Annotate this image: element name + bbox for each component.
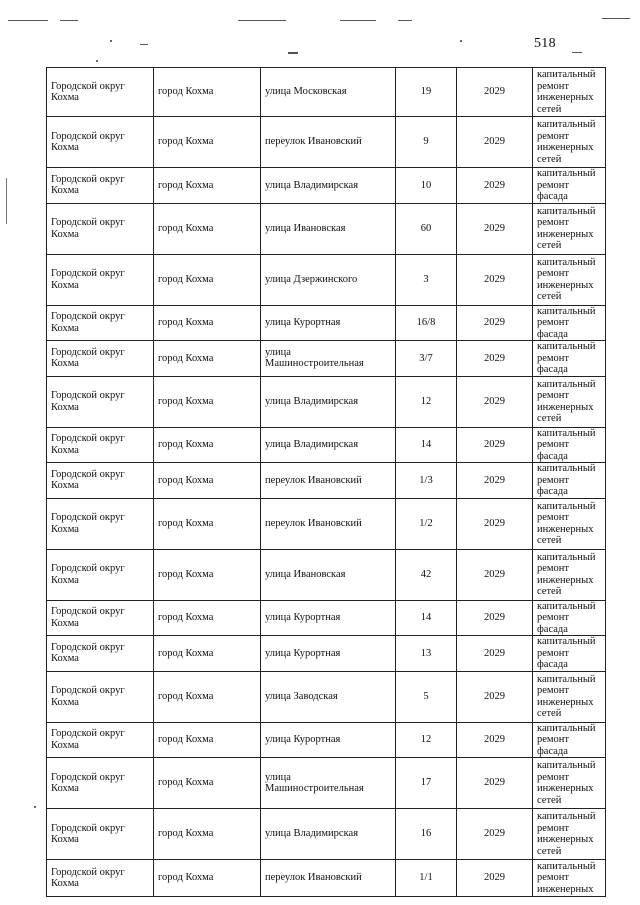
scan-mark — [8, 20, 48, 21]
city-cell: город Кохма — [154, 671, 261, 722]
year-cell: 2029 — [457, 341, 533, 377]
work-type-cell: капитальный ремонт инженерных — [533, 860, 606, 897]
table-row — [47, 671, 606, 722]
work-type-cell: капитальный ремонт инженерных сетей — [533, 758, 606, 809]
street-cell: улица Машиностроительная — [261, 758, 396, 809]
municipality-cell: Городской округ Кохма — [47, 758, 154, 809]
year-cell: 2029 — [457, 671, 533, 722]
city-cell: город Кохма — [154, 203, 261, 254]
municipality-cell: Городской округ Кохма — [47, 341, 154, 377]
work-type-cell: капитальный ремонт инженерных сетей — [533, 549, 606, 600]
year-cell: 2029 — [457, 498, 533, 549]
municipality-cell: Городской округ Кохма — [47, 549, 154, 600]
work-type-cell: капитальный ремонт фасада — [533, 427, 606, 463]
municipality-cell: Городской округ Кохма — [47, 636, 154, 672]
house-number-cell: 42 — [396, 549, 457, 600]
municipality-cell: Городской округ Кохма — [47, 427, 154, 463]
scan-dot — [34, 806, 36, 808]
street-cell: улица Владимирская — [261, 809, 396, 860]
year-cell: 2029 — [457, 758, 533, 809]
house-number-cell: 1/2 — [396, 498, 457, 549]
table-row — [47, 860, 606, 897]
work-type-cell: капитальный ремонт инженерных сетей — [533, 254, 606, 305]
city-cell: город Кохма — [154, 722, 261, 758]
year-cell: 2029 — [457, 203, 533, 254]
table-row — [47, 341, 606, 377]
work-type-cell: капитальный ремонт фасада — [533, 305, 606, 341]
city-cell: город Кохма — [154, 427, 261, 463]
year-cell: 2029 — [457, 427, 533, 463]
work-type-cell: капитальный ремонт инженерных сетей — [533, 68, 606, 117]
year-cell: 2029 — [457, 117, 533, 168]
house-number-cell: 16 — [396, 809, 457, 860]
scan-mark — [288, 52, 298, 54]
year-cell: 2029 — [457, 68, 533, 117]
scan-margin-line — [6, 178, 7, 224]
table-body — [47, 68, 606, 897]
municipality-cell: Городской округ Кохма — [47, 600, 154, 636]
table-row — [47, 68, 606, 117]
year-cell: 2029 — [457, 636, 533, 672]
city-cell: город Кохма — [154, 636, 261, 672]
city-cell: город Кохма — [154, 305, 261, 341]
city-cell: город Кохма — [154, 254, 261, 305]
street-cell: улица Курортная — [261, 636, 396, 672]
table-row — [47, 498, 606, 549]
house-number-cell: 14 — [396, 427, 457, 463]
work-type-cell: капитальный ремонт фасада — [533, 636, 606, 672]
work-type-cell: капитальный ремонт фасада — [533, 463, 606, 499]
city-cell: город Кохма — [154, 860, 261, 897]
table-row — [47, 600, 606, 636]
work-type-cell: капитальный ремонт инженерных сетей — [533, 117, 606, 168]
street-cell: улица Владимирская — [261, 376, 396, 427]
municipality-cell: Городской округ Кохма — [47, 376, 154, 427]
year-cell: 2029 — [457, 549, 533, 600]
house-number-cell: 10 — [396, 168, 457, 204]
house-number-cell: 19 — [396, 68, 457, 117]
year-cell: 2029 — [457, 463, 533, 499]
city-cell: город Кохма — [154, 809, 261, 860]
city-cell: город Кохма — [154, 117, 261, 168]
table-row — [47, 305, 606, 341]
city-cell: город Кохма — [154, 168, 261, 204]
scan-mark — [340, 20, 376, 21]
year-cell: 2029 — [457, 168, 533, 204]
work-type-cell: капитальный ремонт инженерных сетей — [533, 671, 606, 722]
street-cell: улица Московская — [261, 68, 396, 117]
city-cell: город Кохма — [154, 376, 261, 427]
house-number-cell: 5 — [396, 671, 457, 722]
municipality-cell: Городской округ Кохма — [47, 254, 154, 305]
work-type-cell: капитальный ремонт инженерных сетей — [533, 376, 606, 427]
table-row — [47, 117, 606, 168]
street-cell: улица Владимирская — [261, 427, 396, 463]
table-row — [47, 549, 606, 600]
year-cell: 2029 — [457, 809, 533, 860]
municipality-cell: Городской округ Кохма — [47, 68, 154, 117]
scan-mark — [238, 20, 286, 21]
house-number-cell: 12 — [396, 376, 457, 427]
table-row — [47, 376, 606, 427]
city-cell: город Кохма — [154, 463, 261, 499]
table-row — [47, 722, 606, 758]
street-cell: улица Курортная — [261, 305, 396, 341]
municipality-cell: Городской округ Кохма — [47, 117, 154, 168]
street-cell: улица Дзержинского — [261, 254, 396, 305]
city-cell: город Кохма — [154, 549, 261, 600]
municipality-cell: Городской округ Кохма — [47, 498, 154, 549]
scan-mark — [398, 20, 412, 21]
house-number-cell: 3 — [396, 254, 457, 305]
city-cell: город Кохма — [154, 600, 261, 636]
house-number-cell: 3/7 — [396, 341, 457, 377]
work-type-cell: капитальный ремонт инженерных сетей — [533, 498, 606, 549]
work-type-cell: капитальный ремонт инженерных сетей — [533, 809, 606, 860]
scan-dot — [110, 40, 112, 42]
year-cell: 2029 — [457, 305, 533, 341]
work-type-cell: капитальный ремонт фасада — [533, 722, 606, 758]
street-cell: улица Заводская — [261, 671, 396, 722]
street-cell: улица Курортная — [261, 600, 396, 636]
house-number-cell: 9 — [396, 117, 457, 168]
table-row — [47, 758, 606, 809]
municipality-cell: Городской округ Кохма — [47, 168, 154, 204]
municipality-cell: Городской округ Кохма — [47, 722, 154, 758]
year-cell: 2029 — [457, 254, 533, 305]
year-cell: 2029 — [457, 722, 533, 758]
municipality-cell: Городской округ Кохма — [47, 860, 154, 897]
street-cell: улица Ивановская — [261, 549, 396, 600]
city-cell: город Кохма — [154, 758, 261, 809]
city-cell: город Кохма — [154, 68, 261, 117]
scan-mark — [602, 18, 630, 19]
house-number-cell: 17 — [396, 758, 457, 809]
city-cell: город Кохма — [154, 341, 261, 377]
scan-mark — [140, 44, 148, 45]
street-cell: улица Курортная — [261, 722, 396, 758]
table-row — [47, 203, 606, 254]
house-number-cell: 12 — [396, 722, 457, 758]
house-number-cell: 1/1 — [396, 860, 457, 897]
housing-repair-table — [46, 67, 606, 897]
table-row — [47, 168, 606, 204]
municipality-cell: Городской округ Кохма — [47, 463, 154, 499]
street-cell: переулок Ивановский — [261, 117, 396, 168]
scan-dot — [96, 60, 98, 62]
street-cell: переулок Ивановский — [261, 498, 396, 549]
table-row — [47, 254, 606, 305]
house-number-cell: 14 — [396, 600, 457, 636]
municipality-cell: Городской округ Кохма — [47, 305, 154, 341]
work-type-cell: капитальный ремонт фасада — [533, 341, 606, 377]
municipality-cell: Городской округ Кохма — [47, 203, 154, 254]
table-row — [47, 809, 606, 860]
municipality-cell: Городской округ Кохма — [47, 809, 154, 860]
table-row — [47, 636, 606, 672]
city-cell: город Кохма — [154, 498, 261, 549]
street-cell: улица Машиностроительная — [261, 341, 396, 377]
year-cell: 2029 — [457, 376, 533, 427]
house-number-cell: 13 — [396, 636, 457, 672]
street-cell: переулок Ивановский — [261, 860, 396, 897]
year-cell: 2029 — [457, 600, 533, 636]
scan-mark — [60, 20, 78, 21]
municipality-cell: Городской округ Кохма — [47, 671, 154, 722]
scan-mark — [572, 52, 582, 53]
street-cell: улица Владимирская — [261, 168, 396, 204]
street-cell: переулок Ивановский — [261, 463, 396, 499]
work-type-cell: капитальный ремонт фасада — [533, 168, 606, 204]
street-cell: улица Ивановская — [261, 203, 396, 254]
work-type-cell: капитальный ремонт инженерных сетей — [533, 203, 606, 254]
year-cell: 2029 — [457, 860, 533, 897]
scan-dot — [460, 40, 462, 42]
work-type-cell: капитальный ремонт фасада — [533, 600, 606, 636]
table-row — [47, 463, 606, 499]
house-number-cell: 16/8 — [396, 305, 457, 341]
page-number: 518 — [534, 36, 556, 51]
house-number-cell: 60 — [396, 203, 457, 254]
house-number-cell: 1/3 — [396, 463, 457, 499]
table-row — [47, 427, 606, 463]
